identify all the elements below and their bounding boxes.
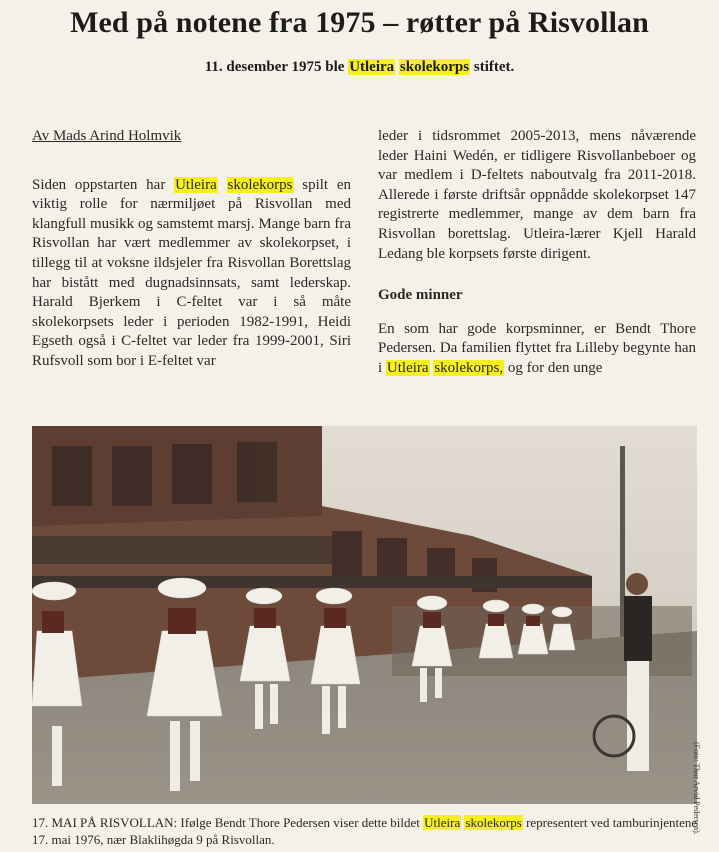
section-subheading: Gode minner xyxy=(378,287,463,304)
article-subline xyxy=(0,57,719,77)
right-column xyxy=(378,127,696,379)
paragraph-text: spilt en viktig rolle for nærmiljøet på Risvollan med klangfull musikk og samstemt marsj. Mange barn fra Risvollan har vært medlemmer av skolekorpset, i tillegg til at voksne ildsjeler fra Risvollan Borettslag har bistått med dugnadsinnsats, samt lederskap. Harald Bjerkem i C-feltet var i så måte skolekorpsets leder i perioden 1982-1991, Heidi Egseth også i C-feltet var leder fra 1999-2001, Siri Rufsvoll som bor i E-feltet var xyxy=(32,176,352,369)
right-paragraph-1: leder i tidsrommet 2005-2013, mens nåværende leder Haini Wedén, er tidligere Risvollanbeboer og var medlem i D-feltets naboutvalg fra 2011-2018. Allerede i første driftsår oppnådde skolekorpset 147 registrerte medlemmer, mange av dem barn fra Risvollan borettslag. Utleira-lærer Kjell Harald Ledang ble korpsets første dirigent. xyxy=(378,128,696,262)
left-column xyxy=(32,127,351,372)
highlight-word: skolekorps xyxy=(227,176,293,193)
subline-text: 11. desember 1975 ble xyxy=(204,59,349,75)
byline: Av Mads Arind Holmvik xyxy=(32,128,182,144)
highlight-word: Utleira xyxy=(386,359,429,376)
photo-credit-text: (Foto: Thor Arvid Pedersen). xyxy=(692,742,701,835)
highlight-word: skolekorps xyxy=(465,815,522,830)
photo-caption xyxy=(32,814,702,848)
highlight-word: skolekorps xyxy=(399,59,470,75)
paragraph-text: En som har gode korpsminner, er Bendt Thore Pedersen. Da familien flyttet fra Lilleby begynte han i xyxy=(378,320,696,376)
caption-text: representert ved tamburinjentene 17. mai 1976, nær Blaklihøgda 9 på Risvollan. xyxy=(32,815,698,847)
paragraph-text: og for den unge xyxy=(504,359,603,376)
subline-text: stiftet. xyxy=(470,59,515,75)
left-paragraph xyxy=(32,176,351,372)
paragraph-text: Siden oppstarten har xyxy=(32,176,175,193)
parade-photo xyxy=(32,426,697,804)
highlight-word: Utleira xyxy=(175,176,217,193)
caption-text: 17. MAI PÅ RISVOLLAN: Ifølge Bendt Thore Pedersen viser dette bildet xyxy=(32,815,424,830)
highlight-word: Utleira xyxy=(349,59,395,75)
highlight-word: skolekorps, xyxy=(434,359,504,376)
highlight-word: Utleira xyxy=(424,815,461,830)
right-paragraph-2 xyxy=(378,320,696,379)
photo-credit xyxy=(692,742,717,835)
article-headline: Med på notene fra 1975 – røtter på Risvollan xyxy=(70,6,649,39)
